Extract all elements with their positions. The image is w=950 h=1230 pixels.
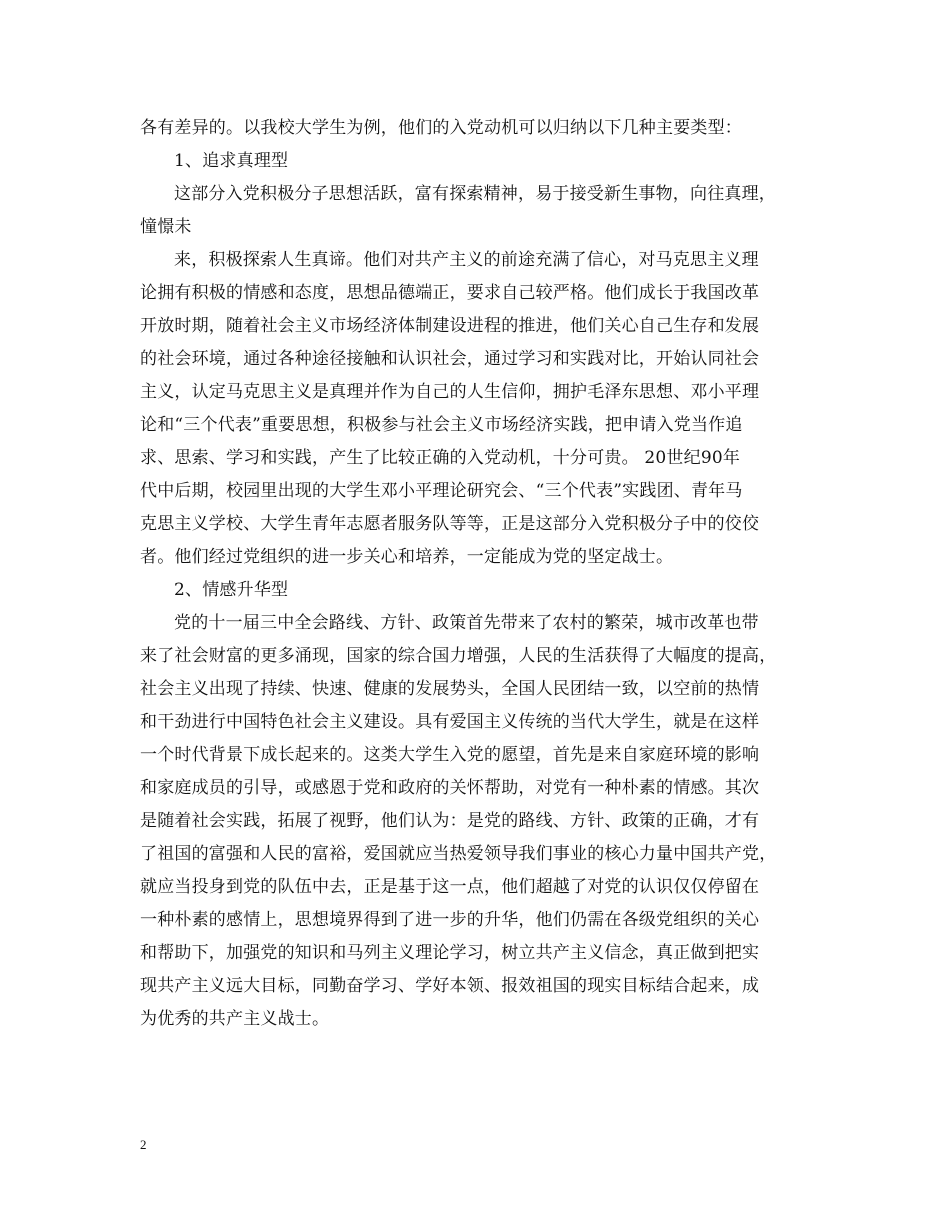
text-line: 和干劲进行中国特色社会主义建设。具有爱国主义传统的当代大学生，就是在这样 [140,712,760,732]
text-line: 就应当投身到党的队伍中去，正是基于这一点，他们超越了对党的认识仅仅停留在 [140,877,760,897]
text-line: 主义，认定马克思主义是真理并作为自己的人生信仰，拥护毛泽东思想、邓小平理 [140,382,760,402]
text-line: 一种朴素的感情上，思想境界得到了进一步的升华，他们仍需在各级党组织的关心 [140,910,760,930]
section-heading: 1、追求真理型 [174,151,289,171]
text-line: 克思主义学校、大学生青年志愿者服务队等等，正是这部分入党积极分子中的佼佼 [140,514,760,534]
text-line: 党的十一届三中全会路线、方针、政策首先带来了农村的繁荣，城市改革也带 [174,613,759,633]
text-line: 一个时代背景下成长起来的。这类大学生入党的愿望，首先是来自家庭环境的影响 [140,745,760,765]
text-line: 现共产主义远大目标，同勤奋学习、学好本领、报效祖国的现实目标结合起来，成 [140,976,760,996]
text-line: 论和“三个代表”重要思想，积极参与社会主义市场经济实践，把申请入党当作追 [140,415,743,435]
text-line: 是随着社会实践，拓展了视野，他们认为：是党的路线、方针、政策的正确，才有 [140,811,760,831]
text-line: 来了社会财富的更多涌现，国家的综合国力增强，人民的生活获得了大幅度的提高， [140,646,777,666]
body-text [140,112,820,1036]
text-line: 来，积极探索人生真谛。他们对共产主义的前途充满了信心，对马克思主义理 [174,250,759,270]
text-line: 和帮助下，加强党的知识和马列主义理论学习，树立共产主义信念，真正做到把实 [140,943,760,963]
text-line: 憧憬未 [140,217,192,237]
text-line: 代中后期，校园里出现的大学生邓小平理论研究会、“三个代表”实践团、青年马 [140,481,743,501]
text-line: 求、思索、学习和实践，产生了比较正确的入党动机，十分可贵。 20世纪90年 [140,448,741,468]
text-line: 开放时期，随着社会主义市场经济体制建设进程的推进，他们关心自己生存和发展 [140,316,760,336]
section-heading: 2、情感升华型 [174,580,289,600]
text-line: 的社会环境，通过各种途径接触和认识社会，通过学习和实践对比，开始认同社会 [140,349,760,369]
page-number: 2 [140,1137,147,1152]
text-line: 了祖国的富强和人民的富裕，爱国就应当热爱领导我们事业的核心力量中国共产党， [140,844,777,864]
text-line: 社会主义出现了持续、快速、健康的发展势头，全国人民团结一致，以空前的热情 [140,679,760,699]
text-line: 为优秀的共产主义战士。 [140,1009,330,1029]
text-line: 各有差异的。以我校大学生为例，他们的入党动机可以归纳以下几种主要类型： [140,118,742,138]
text-line: 论拥有积极的情感和态度，思想品德端正，要求自己较严格。他们成长于我国改革 [140,283,760,303]
text-line: 者。他们经过党组织的进一步关心和培养，一定能成为党的坚定战士。 [140,547,674,567]
text-line: 这部分入党积极分子思想活跃，富有探索精神，易于接受新生事物，向往真理， [174,184,776,204]
text-line: 和家庭成员的引导，或感恩于党和政府的关怀帮助，对党有一种朴素的情感。其次 [140,778,760,798]
